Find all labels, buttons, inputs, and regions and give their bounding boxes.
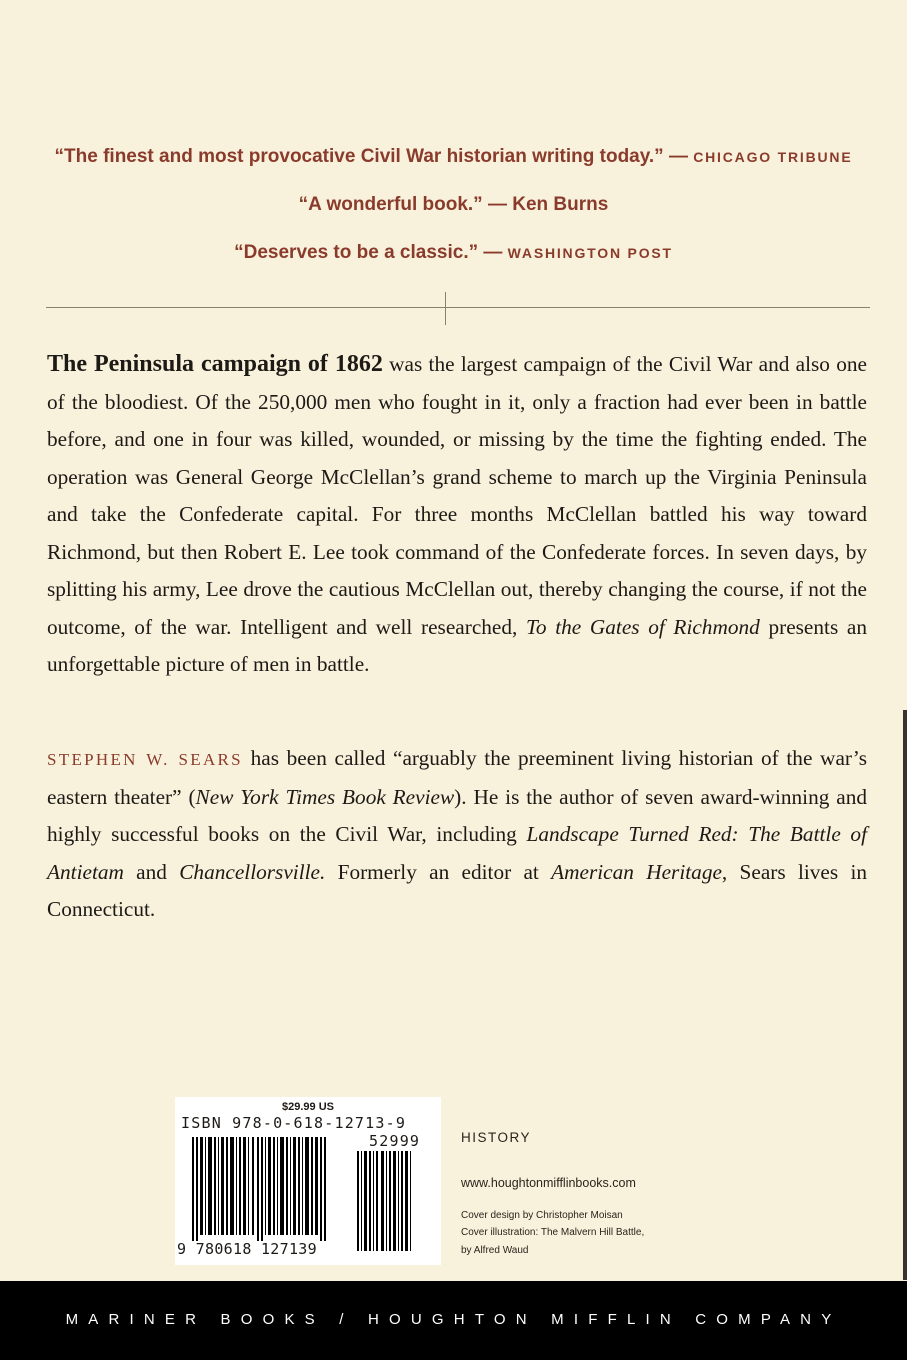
publisher-footer: [0, 1281, 907, 1360]
book-title: To the Gates of Richmond: [526, 614, 760, 639]
genre-label: HISTORY: [461, 1130, 532, 1145]
author-name: STEPHEN W. SEARS: [47, 750, 243, 769]
quote-ken-burns: “A wonderful book.” — Ken Burns: [298, 194, 609, 215]
barcode-panel: [175, 1097, 441, 1265]
publisher-url: www.houghtonmifflinbooks.com: [461, 1176, 636, 1190]
cover-illustration-credit: Cover illustration: The Malvern Hill Battle,: [461, 1227, 645, 1238]
quote-source: WASHINGTON POST: [507, 245, 673, 261]
quote-chicago-tribune: “The finest and most provocative Civil War historian writing today.” — CHICAGO TRIBUNE: [54, 146, 853, 167]
illustrator-credit: by Alfred Waud: [461, 1245, 529, 1256]
addon-barcode-icon: [357, 1151, 427, 1251]
review-quotes: [0, 140, 907, 284]
barcode-icon: [192, 1137, 342, 1241]
isbn-label: ISBN 978-0-618-12713-9: [181, 1114, 407, 1132]
cover-design-credit: Cover design by Christopher Moisan: [461, 1210, 623, 1221]
quote-washington-post: “Deserves to be a classic.” — WASHINGTON POST: [234, 242, 673, 263]
spine-edge: [903, 710, 907, 1280]
publisher-name: MARINER BOOKS / HOUGHTON MIFFLIN COMPANY: [65, 1311, 842, 1328]
barcode-digits: 9 780618 127139: [177, 1240, 317, 1258]
description-lead: The Peninsula campaign of 1862: [47, 351, 383, 377]
author-bio: STEPHEN W. SEARS has been called “arguably the preeminent living historian of the war’s eastern theater” (New York Times Book Review). He is the author of seven award-winning and highly successful books on the Civil War, including Landscape Turned Red: The Battle of Antietam and Chancellorsville. Formerly an editor at American Heritage, Sears lives in Connecticut.: [47, 746, 868, 921]
quote-source: CHICAGO TRIBUNE: [693, 149, 853, 165]
divider-tick: [445, 292, 446, 325]
divider-line: [46, 307, 870, 308]
price-label: $29.99 US: [282, 1101, 334, 1113]
price-code: 52999: [369, 1132, 421, 1150]
book-description: The Peninsula campaign of 1862 was the largest campaign of the Civil War and also one of the bloodiest. Of the 250,000 men who fought in it, only a fraction had ever been in battle before, and one in four was killed, wounded, or missing by the time the fighting ended. The operation was General George McClellan’s grand scheme to march up the Virginia Peninsula and take the Confederate capital. For three months McClellan battled his way toward Richmond, but then Robert E. Lee took command of the Confederate forces. In seven days, by splitting his army, Lee drove the cautious McClellan out, thereby changing the course, if not the outcome, of the war. Intelligent and well researched, To the Gates of Richmond presents an unforgettable picture of men in battle.: [47, 351, 867, 676]
